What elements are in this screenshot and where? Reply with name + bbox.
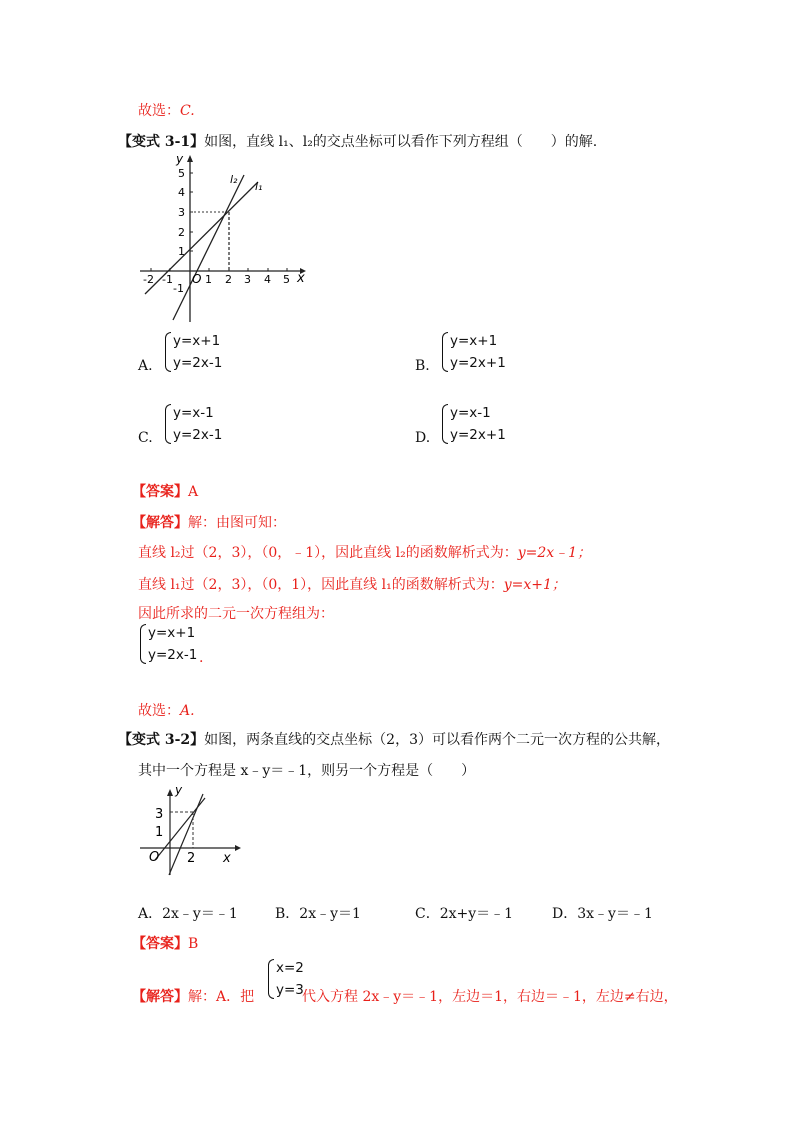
brace-icon [165, 404, 171, 444]
y-tick-label: 3 [178, 206, 185, 219]
x-tick-label: 4 [264, 273, 271, 286]
option-a[interactable] [138, 903, 238, 923]
select-line-2 [138, 700, 195, 720]
x-tick-label: -1 [162, 273, 173, 286]
x-tick-label: 2 [187, 851, 196, 866]
line-2 [169, 794, 203, 875]
option-letter: A． [138, 906, 163, 922]
brace-icon [442, 332, 448, 372]
x-tick-label: 3 [244, 273, 251, 286]
option-b[interactable] [275, 903, 361, 923]
y-tick-label: 2 [178, 226, 185, 239]
option-a-system[interactable] [165, 330, 222, 374]
variant-3-1-question [118, 131, 597, 151]
x-tick-label: 5 [283, 273, 290, 286]
solution-intro: 解：由图可知： [188, 515, 286, 531]
option-d-system[interactable] [442, 402, 506, 446]
y-axis-arrow [187, 155, 193, 162]
equation: y=x+1 [173, 333, 221, 349]
solution-tag: 【解答】 [132, 989, 188, 1005]
equation: y=3 [276, 982, 304, 998]
option-c[interactable] [415, 903, 513, 923]
graph-3-1 [135, 150, 315, 330]
answer-tag: 【答案】 [132, 484, 188, 500]
answer-tag: 【答案】 [132, 936, 188, 952]
select-line-1 [138, 100, 195, 120]
x-tick-label: -2 [143, 273, 154, 286]
line-label-l2: l₂ [230, 173, 238, 186]
brace-icon [165, 332, 171, 372]
solution-line [132, 512, 286, 532]
solution-text: 直线 l₁过（2，3），（0，1），因此直线 l₁的函数解析式为： [138, 577, 504, 593]
y-tick-label: 4 [178, 186, 185, 199]
origin-label: O [149, 850, 160, 865]
graph-3-2 [135, 780, 245, 880]
x-tick-label: 1 [205, 273, 212, 286]
option-c-letter[interactable]: C. [138, 430, 153, 446]
solution-text: 直线 l₂过（2，3），（0，﹣1），因此直线 l₂的函数解析式为： [138, 545, 518, 561]
x-axis-label: x [297, 271, 305, 286]
system-end: . [199, 650, 204, 666]
line-label-l1: l₁ [255, 180, 263, 193]
x-axis-label: x [223, 851, 231, 866]
equation: y=x-1 [450, 405, 491, 421]
equation: y=x+1 [450, 333, 498, 349]
option-a-letter[interactable]: A. [138, 358, 153, 374]
x-tick-label: 2 [225, 273, 232, 286]
option-letter: B． [275, 906, 300, 922]
variant-tag: 【变式 3-1】 [118, 134, 205, 150]
brace-icon [140, 624, 146, 664]
variant-3-2-question [118, 729, 670, 749]
select-answer: A. [180, 703, 195, 719]
option-d[interactable] [552, 903, 653, 923]
equation: y=2x-1 [173, 427, 223, 443]
question-text-line2: 其中一个方程是 x﹣y＝﹣1，则另一个方程是（ ） [138, 763, 476, 779]
answer-line [132, 481, 198, 501]
y-tick-label: 1 [155, 825, 164, 840]
variant-tag: 【变式 3-2】 [118, 732, 205, 748]
question-text: 如图，直线 l₁、l₂的交点坐标可以看作下列方程组（ ）的解. [204, 134, 598, 150]
select-answer: C. [180, 103, 195, 119]
substitution-system [268, 957, 304, 1001]
brace-icon [442, 404, 448, 444]
y-tick-label: 5 [178, 167, 185, 180]
solution-tag: 【解答】 [132, 515, 188, 531]
option-text: 2x﹣y＝﹣1 [162, 906, 238, 922]
equation: y=x-1 [173, 405, 214, 421]
y-tick-label: 1 [178, 245, 185, 258]
option-text: 2x﹣y＝1 [299, 906, 361, 922]
solution-formula: y=x+1； [503, 577, 566, 593]
equation: y=2x-1 [173, 355, 223, 371]
solution-formula: y=2x﹣1； [517, 545, 592, 561]
equation: y=x+1 [148, 625, 196, 641]
option-b-system[interactable] [442, 330, 506, 374]
solution-suffix: 代入方程 2x﹣y＝﹣1，左边＝1，右边＝﹣1，左边≠右边， [302, 989, 678, 1005]
solution-line-l1 [138, 574, 566, 594]
option-letter: C． [415, 906, 440, 922]
equation: y=2x+1 [450, 427, 506, 443]
origin-label: O [192, 272, 202, 286]
solution-system [140, 622, 197, 666]
select-label: 故选： [138, 703, 180, 719]
x-axis-arrow [235, 845, 241, 851]
solution-line-l2 [138, 542, 591, 562]
system-intro: 因此所求的二元一次方程组为： [138, 606, 334, 622]
option-d-letter[interactable]: D. [415, 430, 431, 446]
option-text: 2x+y＝﹣1 [439, 906, 514, 922]
option-letter: D． [552, 906, 578, 922]
y-tick-label: -1 [173, 282, 184, 295]
equation: y=2x+1 [450, 355, 506, 371]
y-axis-label: y [176, 152, 184, 166]
question-text: 如图，两条直线的交点坐标（2，3）可以看作两个二元一次方程的公共解， [204, 732, 670, 748]
solution-prefix: 解：A．把 [188, 989, 255, 1005]
option-c-system[interactable] [165, 402, 222, 446]
y-axis-label: y [175, 783, 183, 797]
answer-value: A [188, 484, 199, 500]
brace-icon [268, 959, 274, 999]
option-text: 3x﹣y＝﹣1 [577, 906, 653, 922]
y-axis-arrow [167, 789, 173, 796]
solution-line-2 [132, 986, 254, 1006]
select-label: 故选： [138, 103, 180, 119]
answer-line-2 [132, 933, 198, 953]
equation: y=2x-1 [148, 647, 198, 663]
y-tick-label: 3 [155, 807, 164, 822]
option-b-letter[interactable]: B. [415, 358, 430, 374]
equation: x=2 [276, 960, 304, 976]
answer-value: B [188, 936, 199, 952]
